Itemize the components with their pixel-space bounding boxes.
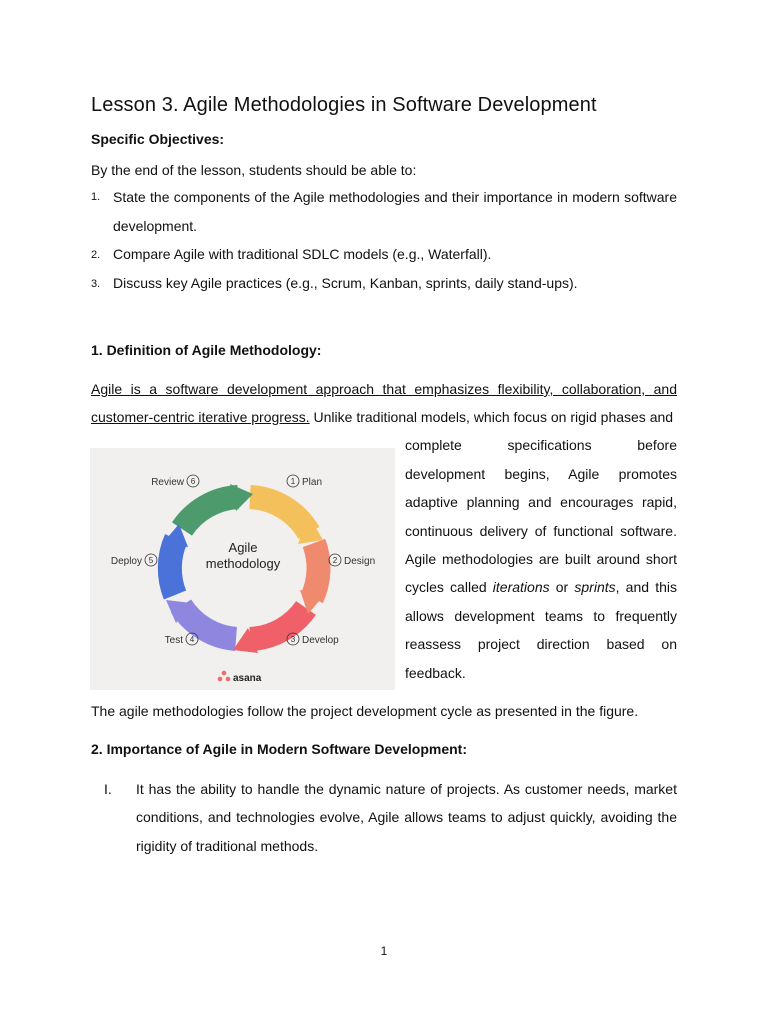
wrap-line-6	[405, 578, 677, 596]
agile-cycle-diagram	[90, 448, 395, 690]
stage-develop	[287, 633, 339, 646]
wrap-line-9: feedback.	[405, 665, 466, 681]
stage-design	[329, 554, 375, 567]
objectives-intro: By the end of the lesson, students should be able to:	[91, 162, 417, 178]
definition-line2-rest: Unlike traditional models, which focus on rigid phases and	[309, 409, 674, 425]
page-title: Lesson 3. Agile Methodologies in Software Development	[91, 94, 597, 116]
asana-logo-dot	[226, 677, 231, 682]
objectives-heading: Specific Objectives:	[91, 131, 225, 147]
term-iterations: iterations	[492, 579, 550, 595]
wrap-line-2: development begins, Agile promotes	[405, 466, 677, 482]
objective-number: 3.	[91, 278, 101, 290]
definition-line2	[91, 408, 673, 426]
objective-number: 2.	[91, 249, 101, 261]
objective-item-1-line2: development.	[113, 218, 198, 234]
stage-develop-number: 3	[290, 635, 296, 644]
stage-plan	[287, 475, 322, 488]
stage-review-label: Review	[151, 477, 184, 488]
wrap-line-8: reassess project direction based on	[405, 636, 677, 652]
ring-segment-plan	[250, 497, 309, 533]
wrap-line-6-a: cycles called	[405, 579, 493, 595]
stage-test-number: 4	[189, 635, 195, 644]
ring-segment-deploy	[170, 539, 176, 595]
wrap-line-4: continuous delivery of functional software.	[405, 523, 677, 539]
asana-logo	[218, 671, 262, 684]
stage-review	[151, 475, 199, 488]
wrap-line-1: complete specifications before	[405, 437, 677, 453]
section2-item-1-line2: conditions, and technologies evolve, Agile allows teams to adjust quickly, avoiding the	[136, 809, 677, 825]
stage-deploy	[111, 554, 157, 567]
definition-line1: Agile is a software development approach that emphasizes flexibility, collaboration, and	[91, 381, 677, 397]
stage-deploy-number: 5	[148, 556, 154, 565]
objective-item-3: Discuss key Agile practices (e.g., Scrum, Kanban, sprints, daily stand-ups).	[113, 275, 578, 291]
stage-plan-label: Plan	[302, 477, 323, 488]
wrap-line-3: adaptive planning and encourages rapid,	[405, 494, 677, 510]
definition-line2-underlined: customer-centric iterative progress.	[91, 409, 310, 425]
stage-design-label: Design	[344, 556, 376, 567]
stage-test	[165, 633, 198, 646]
ring-segment-design	[312, 543, 319, 598]
asana-logo-text: asana	[233, 673, 262, 684]
section2-heading: 2. Importance of Agile in Modern Software Development:	[91, 741, 467, 757]
page-number: 1	[380, 944, 388, 958]
figure-caption-text: The agile methodologies follow the project development cycle as presented in the figure.	[91, 703, 639, 719]
figure-center-line1: Agile	[228, 540, 258, 555]
section2-item-1-line1: It has the ability to handle the dynamic nature of projects. As customer needs, market	[136, 781, 677, 797]
stage-deploy-label: Deploy	[110, 556, 142, 567]
section1-heading: 1. Definition of Agile Methodology:	[91, 342, 322, 358]
stage-design-number: 2	[332, 556, 338, 565]
term-sprints: sprints	[574, 579, 616, 595]
wrap-line-5: Agile methodologies are built around short	[405, 551, 677, 567]
asana-logo-dot	[222, 671, 227, 676]
section2-item-number: I.	[104, 781, 112, 797]
agile-cycle-figure	[90, 448, 395, 690]
asana-logo-dot	[218, 677, 223, 682]
wrap-line-7: allows development teams to frequently	[405, 608, 677, 624]
section2-item-1-line3: rigidity of traditional methods.	[136, 838, 319, 854]
stage-plan-number: 1	[290, 477, 296, 486]
ring-segment-develop	[250, 608, 306, 639]
figure-center-line2: methodology	[205, 556, 281, 571]
wrap-line-6-c: , and this	[615, 579, 677, 595]
stage-review-number: 6	[190, 477, 196, 486]
stage-develop-label: Develop	[302, 635, 339, 646]
objective-item-1-line1: State the components of the Agile methodologies and their importance in modern software	[113, 189, 677, 205]
objective-item-2: Compare Agile with traditional SDLC models (e.g., Waterfall).	[113, 246, 492, 262]
ring-segment-review	[182, 497, 238, 529]
wrap-line-6-b: or	[549, 579, 575, 595]
stage-test-label: Test	[164, 635, 183, 646]
objective-number: 1.	[91, 191, 101, 203]
